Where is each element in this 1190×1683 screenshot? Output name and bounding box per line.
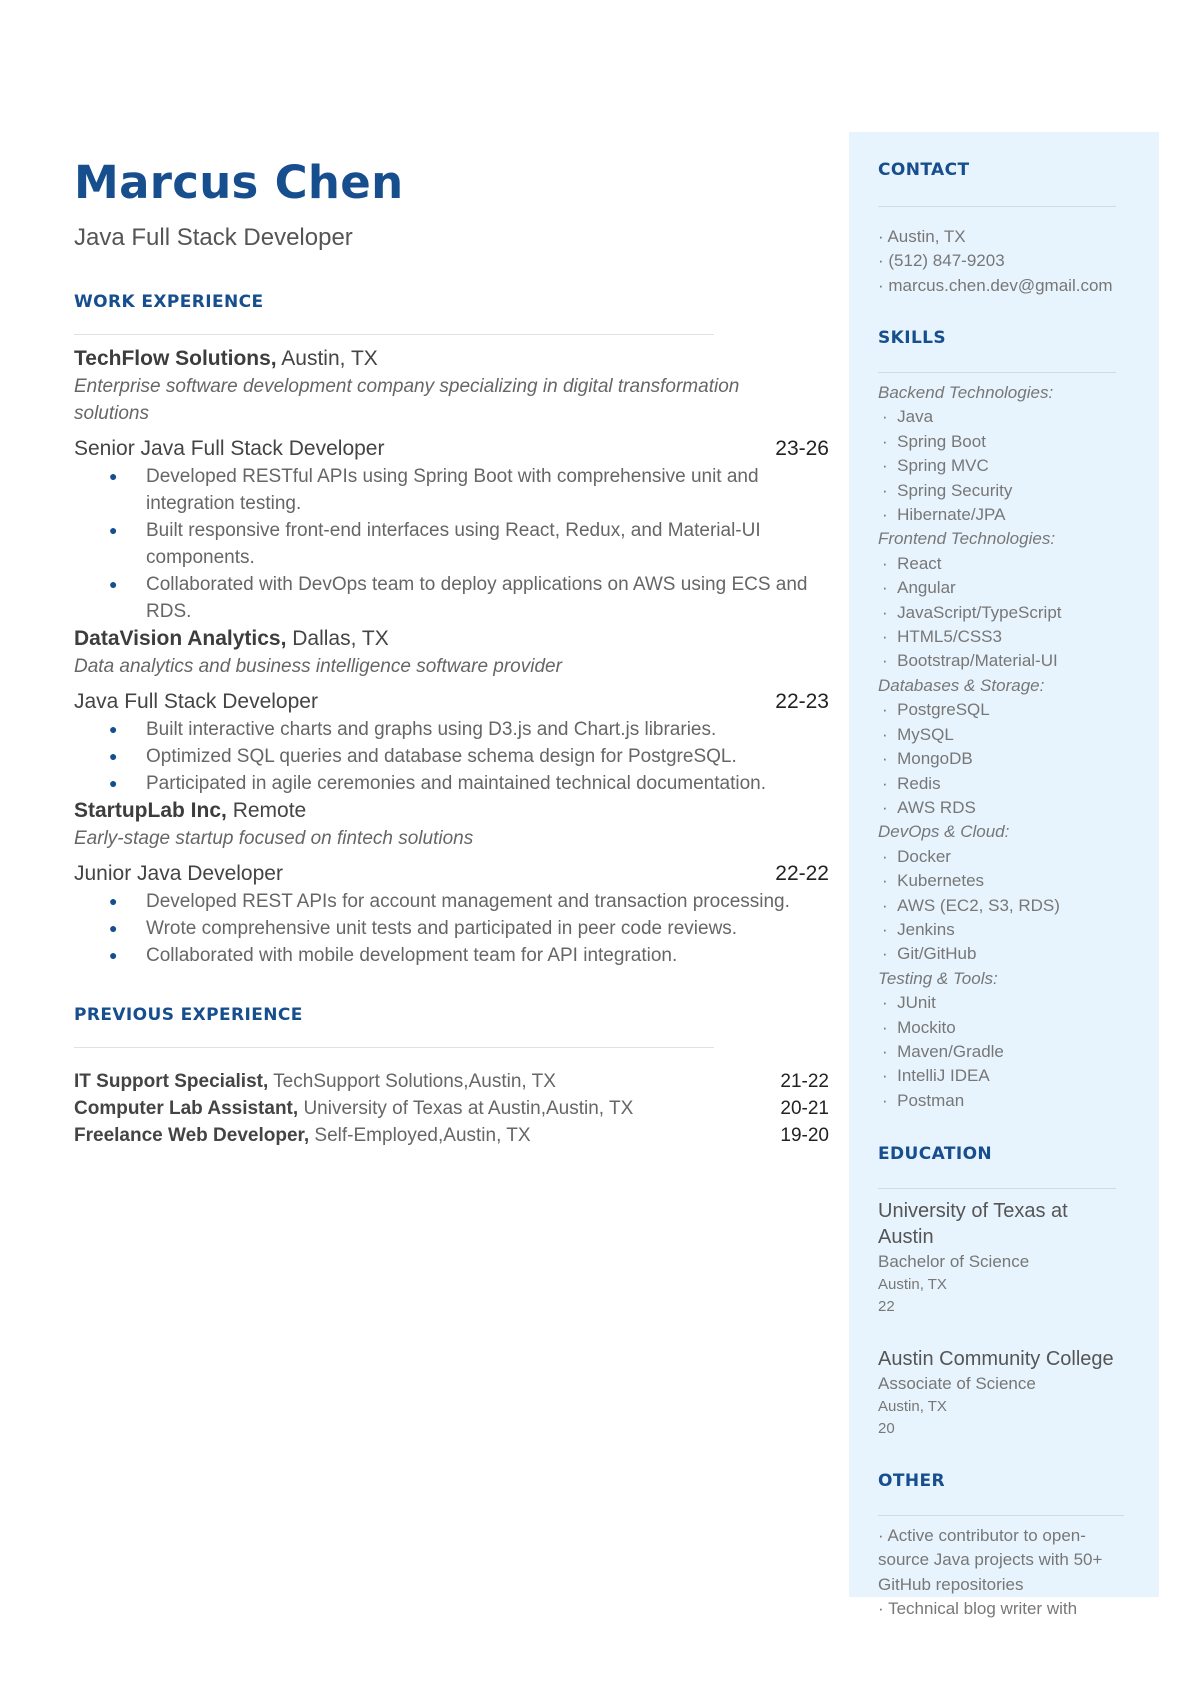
job-dates: 22-23 (775, 689, 829, 713)
skill-item: · MySQL (882, 724, 954, 744)
previous-dates: 20-21 (780, 1097, 829, 1119)
skill-item: · Git/GitHub (882, 944, 977, 964)
previous-org: University of Texas at Austin,Austin, TX (298, 1097, 634, 1119)
job-role: Junior Java Developer (74, 861, 283, 885)
skill-item: · Spring Security (882, 480, 1013, 500)
education-year: 22 (878, 1298, 895, 1315)
previous-role: IT Support Specialist, (74, 1070, 269, 1092)
skill-item: · Bootstrap/Material-UI (882, 651, 1058, 671)
skill-item: · Angular (882, 578, 956, 598)
candidate-title: Java Full Stack Developer (74, 223, 353, 251)
job-role-row (74, 688, 829, 716)
skill-item: · Redis (882, 773, 941, 793)
education-school: Austin Community College (878, 1348, 1114, 1370)
job-description: Early-stage startup focused on fintech solutions (74, 827, 474, 849)
skill-item: · Spring MVC (882, 456, 989, 476)
previous-role: Computer Lab Assistant, (74, 1097, 299, 1119)
contact-item: · marcus.chen.dev@gmail.com (878, 275, 1113, 295)
previous-org: TechSupport Solutions,Austin, TX (268, 1070, 556, 1092)
skill-item: · Jenkins (882, 919, 955, 939)
previous-experience-heading: PREVIOUS EXPERIENCE (74, 1004, 303, 1025)
job-dates: 23-26 (775, 436, 829, 460)
education-heading: EDUCATION (878, 1144, 993, 1164)
skill-item: · AWS (EC2, S3, RDS) (882, 895, 1060, 915)
skills-divider (878, 372, 1116, 373)
previous-experience-list (74, 1068, 829, 1149)
skill-item: · React (882, 553, 942, 573)
contact-list (878, 225, 1113, 298)
contact-location: Austin, TX (887, 227, 966, 246)
education-degree: Associate of Science (878, 1374, 1036, 1393)
education-divider (878, 1188, 1116, 1189)
job-bullet: ● Developed REST APIs for account management and transaction processing. (146, 888, 829, 915)
education-entry (878, 1346, 1128, 1440)
previous-item (74, 1122, 829, 1149)
candidate-name: Marcus Chen (74, 156, 404, 209)
job-bullets (74, 716, 829, 797)
job-entry (74, 625, 829, 797)
skill-item: · Spring Boot (882, 431, 986, 451)
previous-item (74, 1095, 829, 1122)
work-experience-heading: WORK EXPERIENCE (74, 291, 264, 312)
job-bullet: ● Participated in agile ceremonies and maintained technical documentation. (146, 770, 829, 797)
sidebar (849, 132, 1159, 1619)
job-entry (74, 797, 829, 969)
job-company-line (74, 345, 829, 373)
job-bullet: ● Collaborated with mobile development team for API integration. (146, 942, 829, 969)
contact-phone: (512) 847-9203 (888, 251, 1005, 271)
skill-category: Frontend Technologies: (878, 529, 1056, 549)
skill-item: · Maven/Gradle (882, 1041, 1004, 1061)
skill-item: · JUnit (882, 993, 936, 1013)
job-bullet: ● Wrote comprehensive unit tests and participated in peer code reviews. (146, 915, 829, 942)
job-role: Java Full Stack Developer (74, 689, 318, 713)
job-bullet: ● Built interactive charts and graphs using D3.js and Chart.js libraries. (146, 716, 829, 743)
previous-role: Freelance Web Developer, (74, 1124, 310, 1146)
skill-item: · PostgreSQL (882, 700, 990, 720)
other-item: · Active contributor to open-source Java projects with 50+ GitHub repositories (878, 1526, 1103, 1594)
job-company: TechFlow Solutions, (74, 346, 277, 370)
skill-category: Databases & Storage: (878, 675, 1045, 695)
job-role-row (74, 860, 829, 888)
other-heading: OTHER (878, 1471, 945, 1491)
skill-item: · IntelliJ IDEA (882, 1066, 990, 1086)
job-entry (74, 345, 829, 625)
contact-email: marcus.chen.dev@gmail.com (888, 275, 1113, 295)
education-location: Austin, TX (878, 1276, 947, 1293)
skill-item: · AWS RDS (882, 797, 976, 817)
other-divider (878, 1515, 1124, 1516)
job-location: Austin, TX (276, 346, 378, 370)
education-location: Austin, TX (878, 1398, 947, 1415)
job-company: StartupLab Inc, (74, 798, 227, 822)
skill-category: Backend Technologies: (878, 383, 1054, 402)
job-role-row (74, 435, 829, 463)
job-company-line (74, 625, 829, 653)
previous-org: Self-Employed,Austin, TX (309, 1124, 531, 1146)
contact-divider (878, 206, 1116, 207)
job-company: DataVision Analytics, (74, 626, 287, 650)
previous-experience-divider (74, 1047, 714, 1048)
skill-item: · Docker (882, 846, 951, 866)
previous-dates: 21-22 (780, 1070, 829, 1092)
job-company-line (74, 797, 829, 825)
other-item: · Technical blog writer with (878, 1599, 1078, 1619)
job-location: Remote (226, 798, 307, 822)
previous-item (74, 1068, 829, 1095)
job-description: Enterprise software development company specializing in digital transformation solutions (74, 375, 740, 424)
job-bullets (74, 888, 829, 969)
other-list (878, 1524, 1128, 1622)
skill-category: Testing & Tools: (878, 968, 998, 988)
skill-category: DevOps & Cloud: (878, 822, 1010, 842)
skill-item: · JavaScript/TypeScript (882, 602, 1062, 622)
job-bullet: ● Developed RESTful APIs using Spring Boot with comprehensive unit and integration testing. (146, 463, 829, 517)
education-school: University of Texas at Austin (878, 1200, 1068, 1248)
skill-item: · Kubernetes (882, 871, 985, 891)
contact-heading: CONTACT (878, 160, 970, 180)
education-year: 20 (878, 1420, 895, 1437)
job-bullet: ● Built responsive front-end interfaces using React, Redux, and Material-UI components. (146, 517, 829, 571)
job-bullet: ● Collaborated with DevOps team to deploy applications on AWS using ECS and RDS. (146, 571, 829, 625)
skills-heading: SKILLS (878, 328, 947, 348)
contact-item: · Austin, TX (878, 227, 966, 246)
job-dates: 22-22 (775, 861, 829, 885)
skill-item: · HTML5/CSS3 (882, 627, 1002, 647)
job-location: Dallas, TX (286, 626, 389, 650)
skill-item: · Java (882, 407, 934, 427)
contact-item: · (512) 847-9203 (878, 251, 1005, 271)
job-bullet: ● Optimized SQL queries and database schema design for PostgreSQL. (146, 743, 829, 770)
skills-list (878, 381, 1062, 1113)
job-role: Senior Java Full Stack Developer (74, 436, 385, 460)
skill-item: · Postman (882, 1090, 965, 1110)
skill-item: · MongoDB (882, 749, 973, 769)
main-column (74, 158, 829, 1149)
skill-item: · Mockito (882, 1017, 956, 1037)
education-degree: Bachelor of Science (878, 1252, 1030, 1271)
work-experience-divider (74, 334, 714, 335)
education-entry (878, 1198, 1118, 1318)
previous-dates: 19-20 (780, 1124, 829, 1146)
skill-item: · Hibernate/JPA (882, 505, 1006, 525)
job-bullets (74, 463, 829, 625)
job-description: Data analytics and business intelligence software provider (74, 655, 562, 677)
